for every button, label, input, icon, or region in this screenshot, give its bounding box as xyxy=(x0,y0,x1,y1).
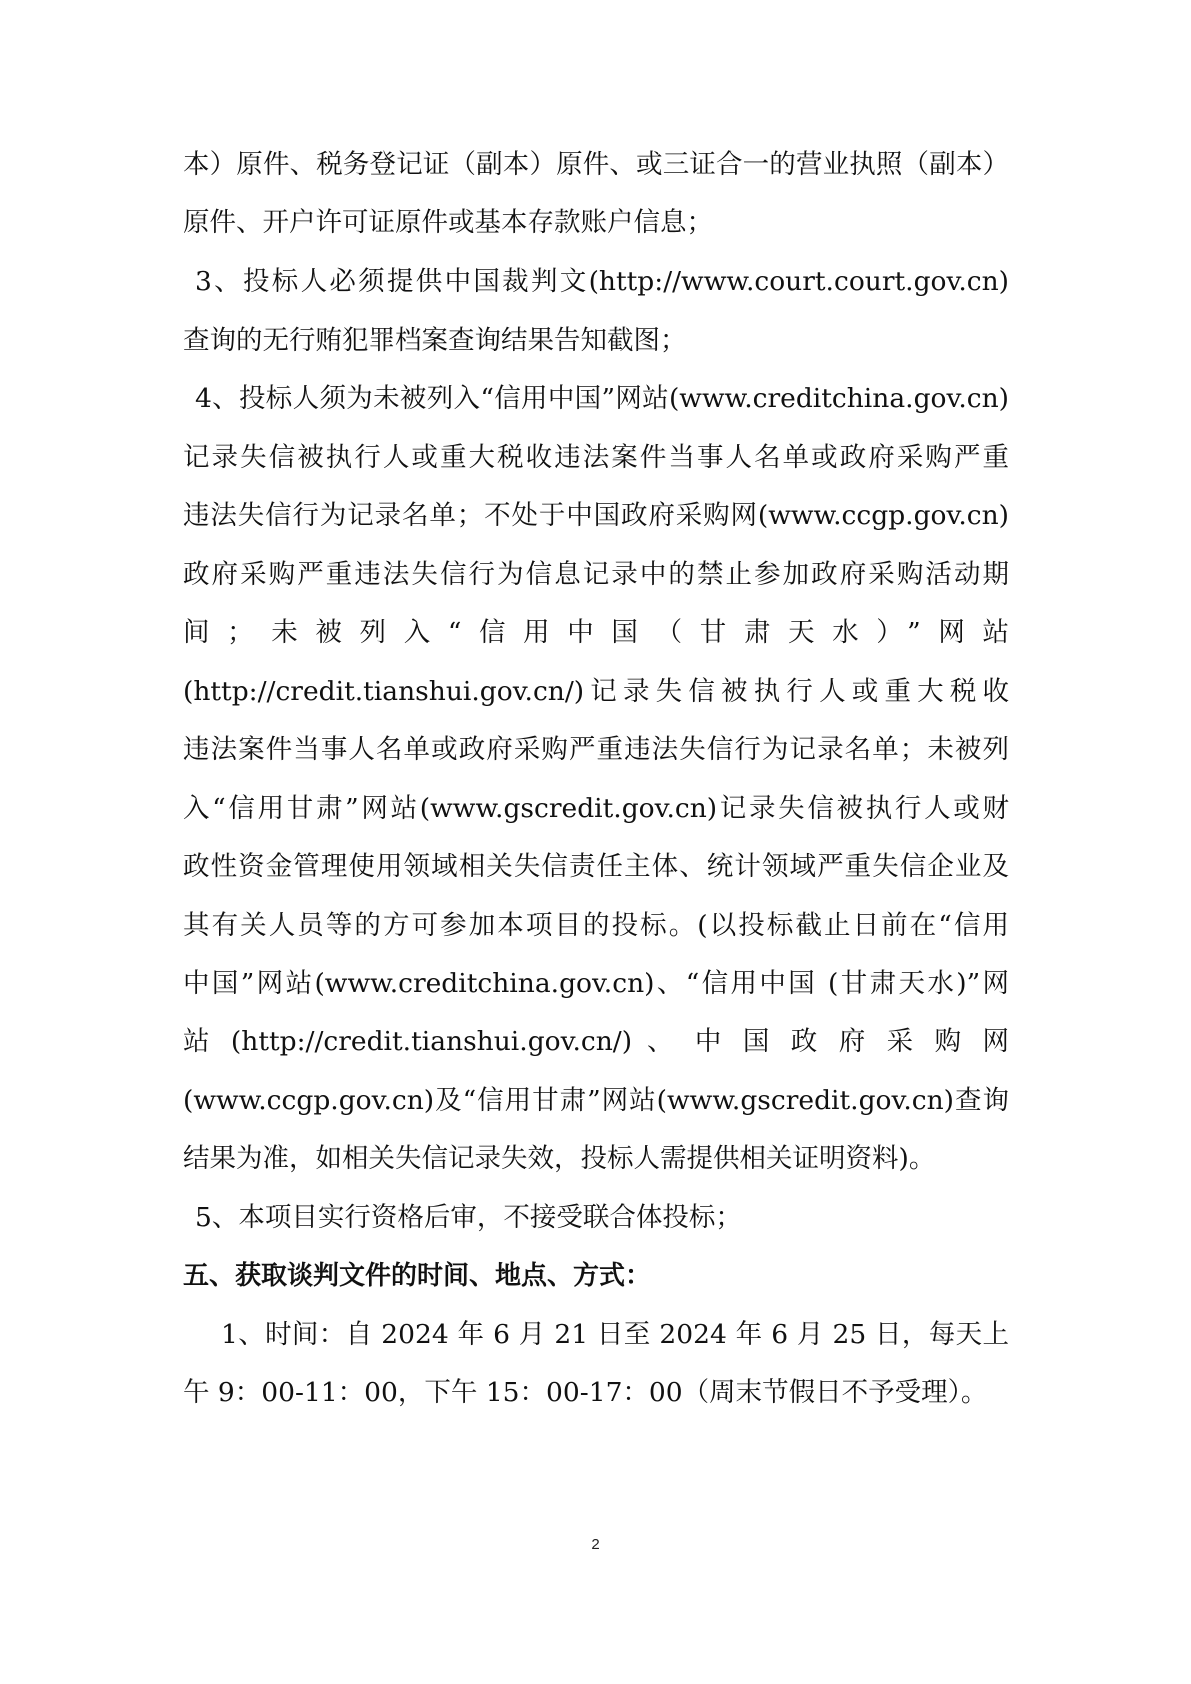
body-line-8: 政府采购严重违法失信行为信息记录中的禁止参加政府采购活动期 xyxy=(183,559,1009,590)
body-line-9: 间；未被列入“信用中国（甘肃天水）”网站 xyxy=(183,617,1009,648)
body-line-15: 中国”网站(www.creditchina.gov.cn)、“信用中国 (甘肃天水)”网 xyxy=(183,968,1009,999)
body-line-14: 其有关人员等的方可参加本项目的投标。(以投标截止日前在“信用 xyxy=(183,910,1009,941)
body-line-1: 本）原件、税务登记证（副本）原件、或三证合一的营业执照（副本） xyxy=(183,149,1009,180)
body-line-11: 违法案件当事人名单或政府采购严重违法失信行为记录名单；未被列 xyxy=(183,734,1009,765)
body-line-16: 站 (http://credit.tianshui.gov.cn/) 、 中 国 政 府 采 购 网 xyxy=(183,1026,1009,1057)
body-line-17: (www.ccgp.gov.cn)及“信用甘肃”网站(www.gscredit.gov.cn)查询 xyxy=(183,1085,1009,1116)
body-line-5: 4、投标人须为未被列入“信用中国”网站(www.creditchina.gov.cn) xyxy=(195,383,1009,414)
body-line-7: 违法失信行为记录名单；不处于中国政府采购网(www.ccgp.gov.cn) xyxy=(183,500,1009,531)
body-line-18: 结果为准，如相关失信记录失效，投标人需提供相关证明资料)。 xyxy=(183,1143,936,1174)
body-line-12: 入“信用甘肃”网站(www.gscredit.gov.cn)记录失信被执行人或财 xyxy=(183,793,1009,824)
body-line-3: 3、投标人必须提供中国裁判文(http://www.court.court.gov.cn) xyxy=(195,266,1009,297)
body-line-19: 5、本项目实行资格后审，不接受联合体投标； xyxy=(195,1202,742,1233)
body-line-10: (http://credit.tianshui.gov.cn/)记录失信被执行人或重大税收 xyxy=(183,676,1009,707)
body-line-2: 原件、开户许可证原件或基本存款账户信息； xyxy=(183,207,713,238)
page-number: 2 xyxy=(591,1536,600,1553)
body-line-6: 记录失信被执行人或重大税收违法案件当事人名单或政府采购严重 xyxy=(183,442,1009,473)
section-heading: 五、获取谈判文件的时间、地点、方式： xyxy=(183,1261,652,1291)
body-line-4: 查询的无行贿犯罪档案查询结果告知截图； xyxy=(183,325,687,356)
body-line-22: 午 9：00-11：00，下午 15：00-17：00（周末节假日不予受理）。 xyxy=(183,1377,988,1408)
body-line-13: 政性资金管理使用领域相关失信责任主体、统计领域严重失信企业及 xyxy=(183,851,1009,882)
body-line-21: 1、时间：自 2024 年 6 月 21 日至 2024 年 6 月 25 日，每天上 xyxy=(221,1319,1009,1350)
